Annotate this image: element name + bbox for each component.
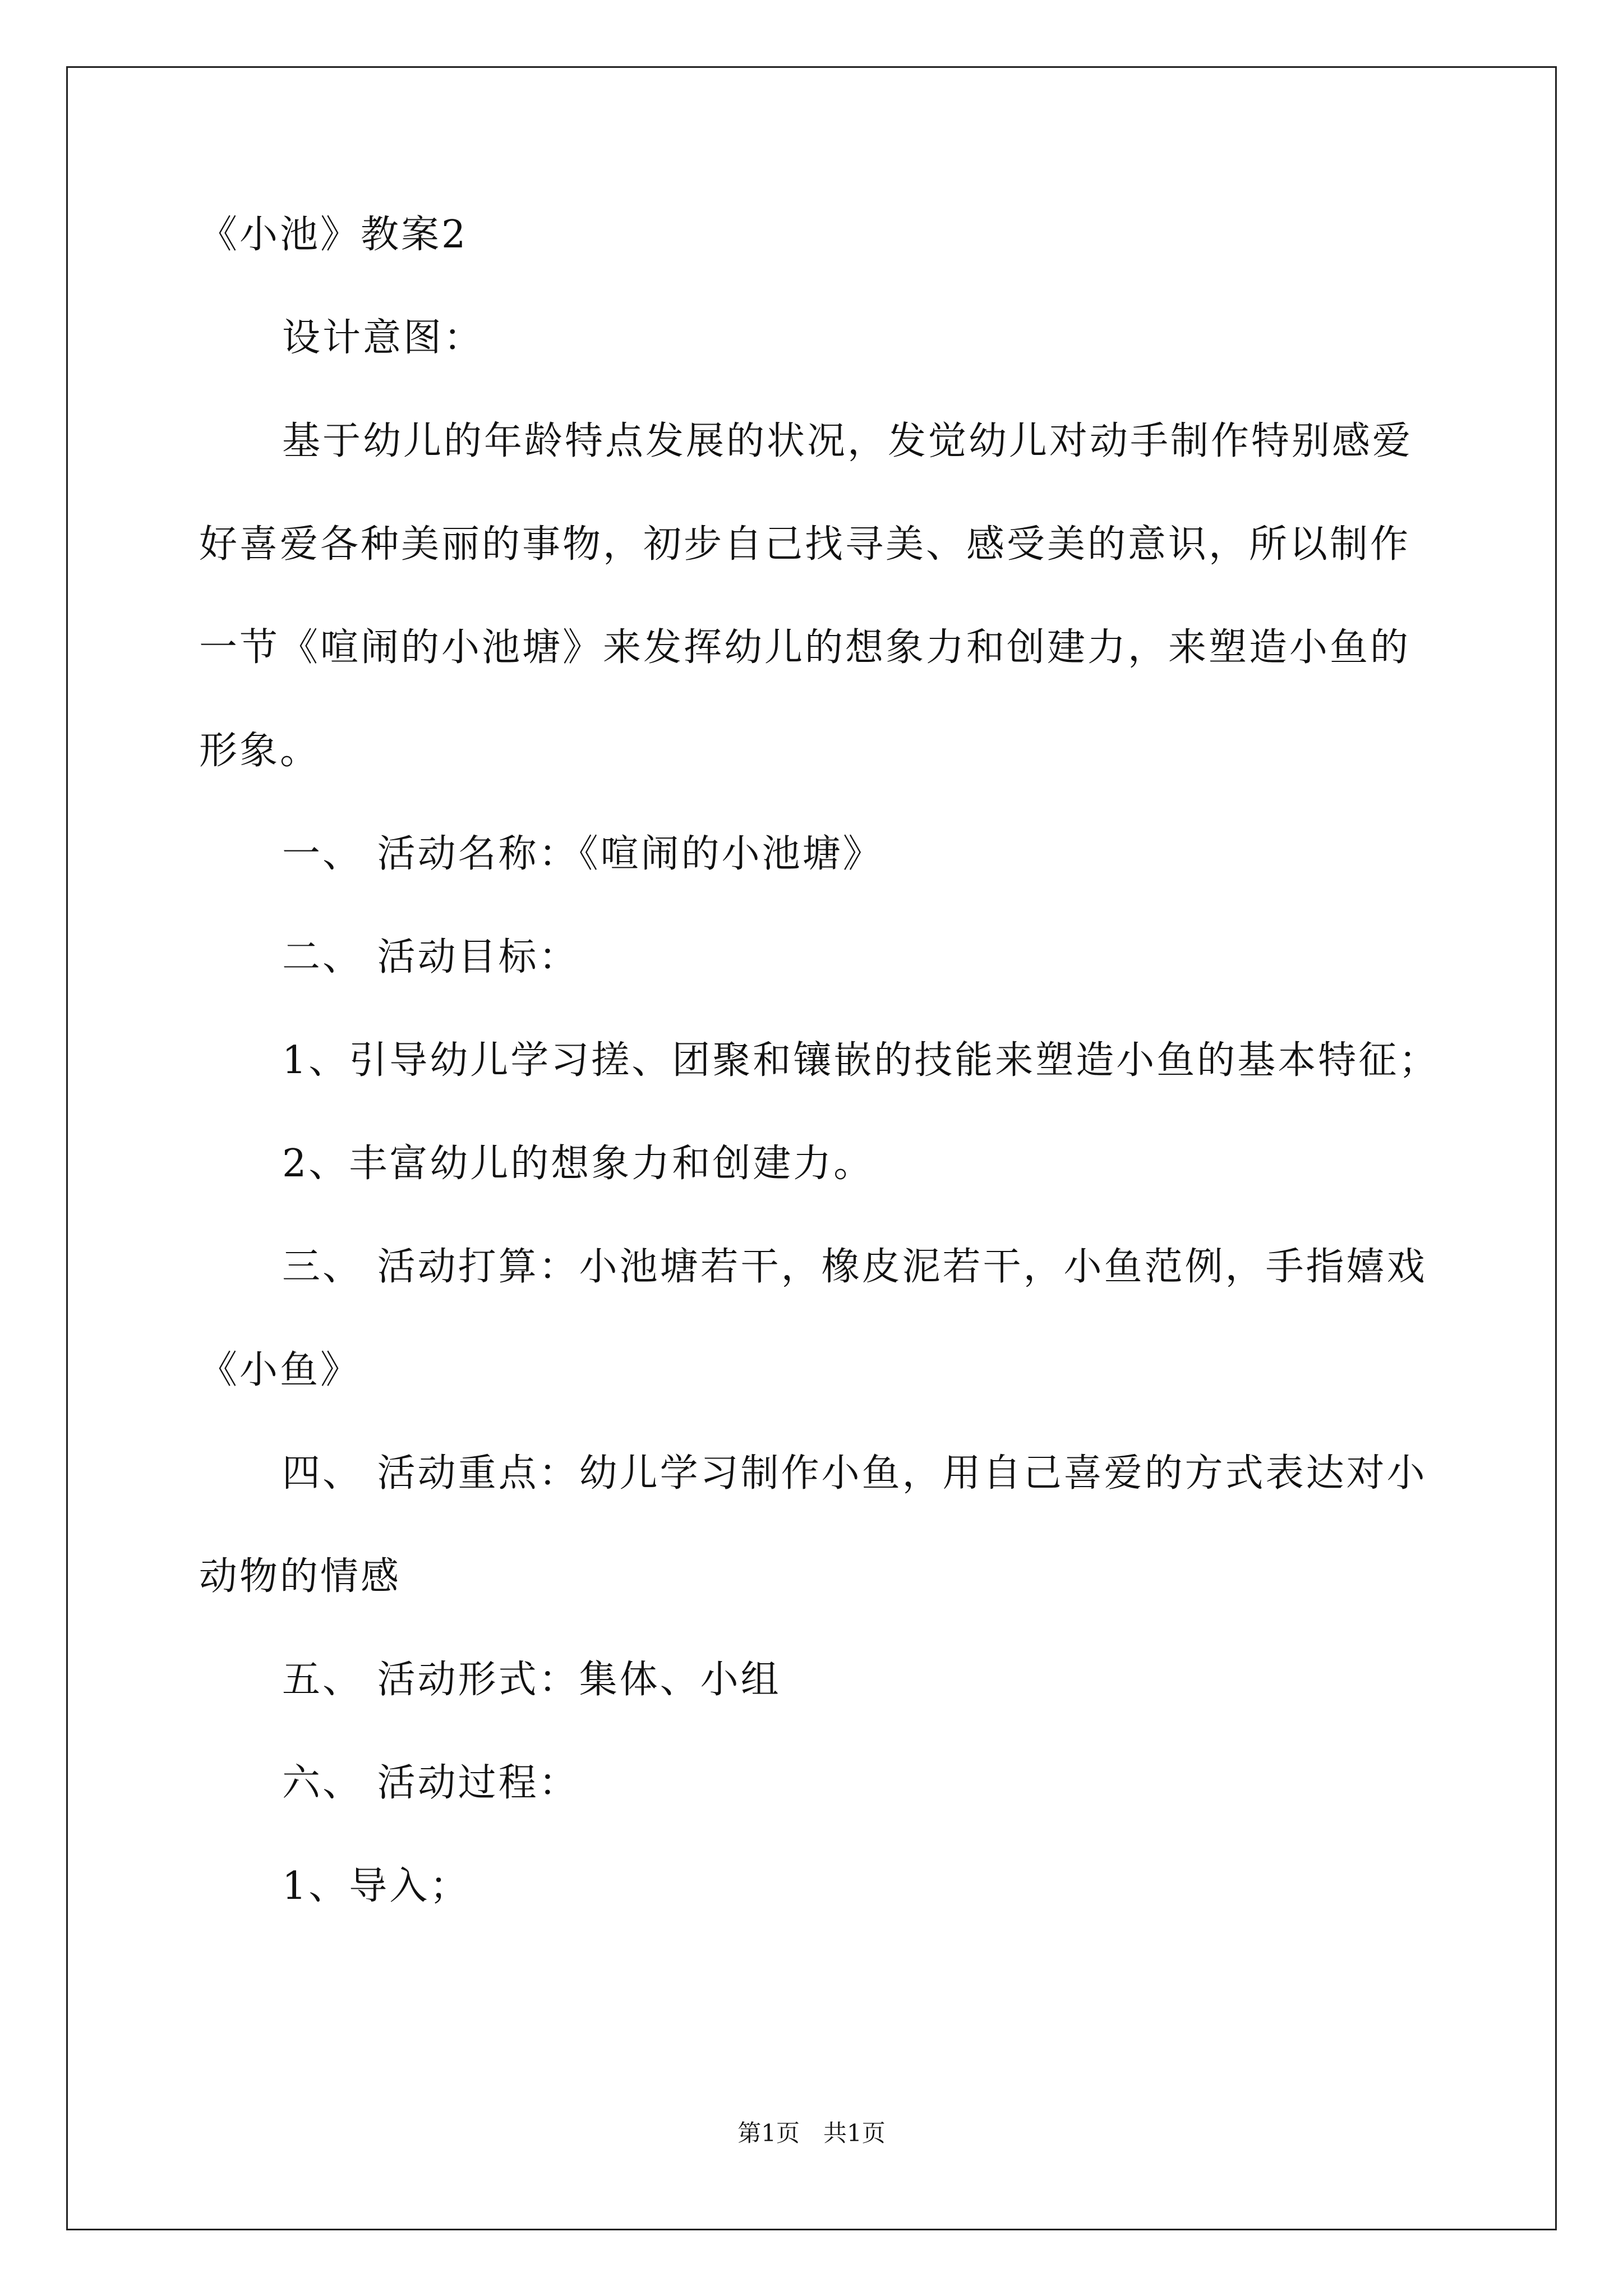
document-body [199, 213, 1440, 1971]
text-line: 六、 活动过程： [282, 1761, 579, 1805]
text-line: 形象。 [199, 729, 321, 773]
page-footer: 第1页 共1页 [737, 2119, 886, 2147]
text-line: 动物的情感 [199, 1554, 402, 1599]
text-line: 三、 活动打算：小池塘若干，橡皮泥若干，小鱼范例，手指嬉戏 [282, 1245, 1427, 1289]
text-line: 设计意图： [282, 316, 485, 360]
text-line: 好喜爱各种美丽的事物，初步自己找寻美、感受美的意识，所以制作 [199, 522, 1411, 567]
text-line: 一节《喧闹的小池塘》来发挥幼儿的想象力和创建力，来塑造小鱼的 [199, 625, 1411, 670]
text-line: 《小鱼》 [199, 1348, 361, 1392]
text-line: 1、引导幼儿学习搓、团聚和镶嵌的技能来塑造小鱼的基本特征； [282, 1038, 1440, 1083]
text-line: 基于幼儿的年龄特点发展的状况，发觉幼儿对动手制作特别感爱 [282, 419, 1413, 463]
document-title: 《小池》教案2 [199, 213, 468, 257]
text-line: 1、导入； [282, 1864, 471, 1908]
text-line: 2、丰富幼儿的想象力和创建力。 [282, 1142, 874, 1186]
text-line: 二、 活动目标： [282, 935, 579, 979]
text-line: 四、 活动重点：幼儿学习制作小鱼，用自己喜爱的方式表达对小 [282, 1451, 1427, 1496]
text-line: 一、 活动名称：《喧闹的小池塘》 [282, 832, 883, 876]
text-line: 五、 活动形式：集体、小组 [282, 1658, 781, 1702]
